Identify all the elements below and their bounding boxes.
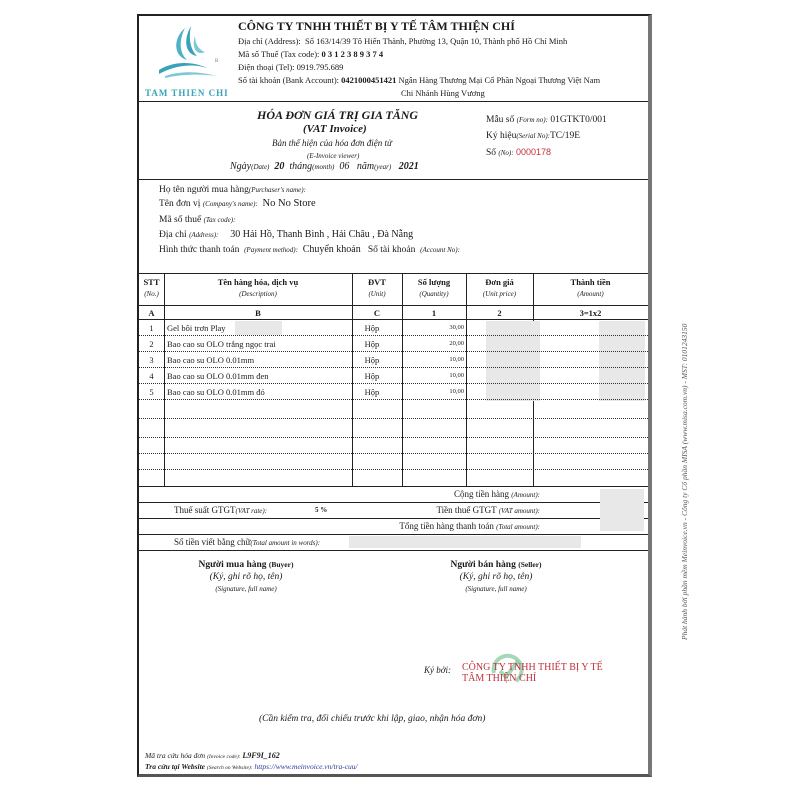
row-line [139,469,648,470]
purchaser-name: Họ tên người mua hàng(Purchaser's name): [159,185,306,195]
code-2: 2 [497,308,502,318]
company-address: Địa chỉ (Address): Số 163/14/39 Tô Hiến Thành, Phường 13, Quận 10, Thành phố Hồ Chí Minh [238,36,568,46]
row-line [139,453,648,454]
th-unit: ĐVT (Unit) [368,277,386,298]
vat-amount-label: Tiền thuế GTGT (VAT amount): [436,505,540,515]
amount-in-words-label: Số tiền viết bằng chữ(Total amount in words): [174,537,321,547]
invoice-subtitle: (VAT Invoice) [303,123,367,135]
col-divider [466,273,467,486]
seller-signature-block: Người bán hàng (Seller) (Ký, ghi rõ họ, tên) (Signature, full name) [450,560,542,593]
items-table: STT (No.) Tên hàng hóa, dịch vụ (Description) ĐVT (Unit) Số lượng (Quantity) Đơn giá (Unit price) Thành tiền (Amount) A B C 1 2 3=1x2 1 Gel bôi trơn Play Hộp 30,00 2 Bao cao su OLO trắng ngọc trai Hộp 20,00 3 Bao cao su OLO 0.01mm Hộp 10,00 4 Bao cao su OLO 0.01mm đen Hộp 10,00 5 Bao cao su OLO 0.01mm đỏ Hộp 10,00 Cộng tiền hàng (Amount): Thuế suất GTGT(VAT rate): 5 % Tiền thuế GTGT (VAT amount): Tổng tiền hàng thanh toán (Total amount): Số tiền viết bằng chữ(Total amount in words): [139,273,648,549]
code-c: C [373,308,381,318]
redacted-price [486,321,540,401]
table-top-line [139,273,648,274]
code-1: 1 [431,308,437,318]
th-description: Tên hàng hóa, dịch vụ (Description) [217,277,299,298]
company-tel: Điện thoại (Tel): 0919.795.689 [238,62,344,72]
invoice-number: Số (No): 0000178 [486,147,552,158]
digital-signature: Ký bởi: CÔNG TY TNHH THIẾT BỊ Y TẾ TÂM THIỆN CHÍ [424,659,644,689]
invoice-title: HÓA ĐƠN GIÁ TRỊ GIA TĂNG [257,108,419,122]
vat-rate: 5 % [315,506,328,514]
invoice-desc-en: (E-Invoice viewer) [307,152,360,160]
row-line [139,437,648,438]
col-divider [164,273,165,486]
company-tax: Mã số Thuế (Tax code): 0 3 1 2 3 8 9 3 7 4 [238,49,384,59]
logo-text: TAM THIEN CHI [145,88,229,98]
company-bank: Số tài khoản (Bank Account): 0421000451421 Ngân Hàng Thương Mại Cổ Phần Ngoại Thương Việt Nam [238,75,601,85]
wave-logo-icon [155,22,225,80]
check-note: (Cần kiểm tra, đối chiếu trước khi lập, giao, nhận hóa đơn) [259,714,486,724]
th-no: STT (No.) [143,277,160,298]
row-line [139,383,648,384]
website-link[interactable]: https://www.meinvoice.vn/tra-cuu/ [254,762,358,771]
subtotal-label: Cộng tiền hàng (Amount): [453,489,540,499]
payment-method: Hình thức thanh toán (Payment method): Chuyển khoản Số tài khoản (Account No): [159,244,460,255]
row-line [139,399,648,400]
form-no: Mẫu số (Form no): 01GTKT0/001 [486,115,607,125]
redacted-amount [599,321,645,401]
row-line [139,367,648,368]
company-name: CÔNG TY TNHH THIẾT BỊ Y TẾ TÂM THIỆN CHÍ [238,19,515,33]
summary-line [139,550,648,551]
lookup-website: Tra cứu tại Website (Search on Website): https://www.meinvoice.vn/tra-cuu/ [145,762,358,771]
code-a: A [148,308,155,318]
summary-line [139,518,648,519]
summary-line [139,502,648,503]
th-quantity: Số lượng (Quantity) [417,277,451,298]
row-line [139,418,648,419]
buyer-company: Tên đơn vị (Company's name): No No Store [159,198,316,209]
invoice-desc: Bản thể hiện của hóa đơn điện tử [272,138,392,148]
company-logo [145,20,233,102]
company-bank-branch: Chi Nhánh Hùng Vương [401,88,485,98]
summary-line [139,534,648,535]
vat-rate-label: Thuế suất GTGT(VAT rate): [174,505,268,515]
code-3: 3=1x2 [579,308,602,318]
redacted-desc [235,321,282,335]
invoice-date: Ngày(Date) 20 tháng(month) 06 năm(year) 2021 [230,161,419,172]
th-amount: Thành tiền (Amount) [570,277,611,298]
th-unit-price: Đơn giá (Unit price) [482,277,517,298]
side-note: Phát hành bởi phần mềm Meinvoice.vn - Công ty Cổ phần MISA (www.misa.com.vn) - MST: 0101243150 [680,323,689,640]
row-line [139,351,648,352]
invoice-page [137,14,652,777]
invoice-lookup-code: Mã tra cứu hóa đơn (Invoice code): L9F9I_162 [145,751,280,760]
redacted-words [349,536,581,548]
table-header-line [139,305,648,306]
svg-text:R: R [215,59,219,64]
redacted-totals [600,489,644,531]
divider [139,101,648,102]
table-code-line [139,319,648,320]
total-label: Tổng tiền hàng thanh toán (Total amount): [399,521,540,531]
summary-line [139,486,648,487]
code-b: B [255,308,261,318]
row-line [139,335,648,336]
divider [139,179,648,180]
serial-no: Ký hiệu(Serial No):TC/19E [486,131,581,141]
buyer-tax: Mã số thuế (Tax code): [159,215,236,225]
buyer-address: Địa chỉ (Address): 30 Hải Hồ, Thanh Bình , Hải Châu , Đà Nẵng [159,229,414,240]
buyer-signature-block: Người mua hàng (Buyer) (Ký, ghi rõ họ, tên) (Signature, full name) [198,560,294,593]
